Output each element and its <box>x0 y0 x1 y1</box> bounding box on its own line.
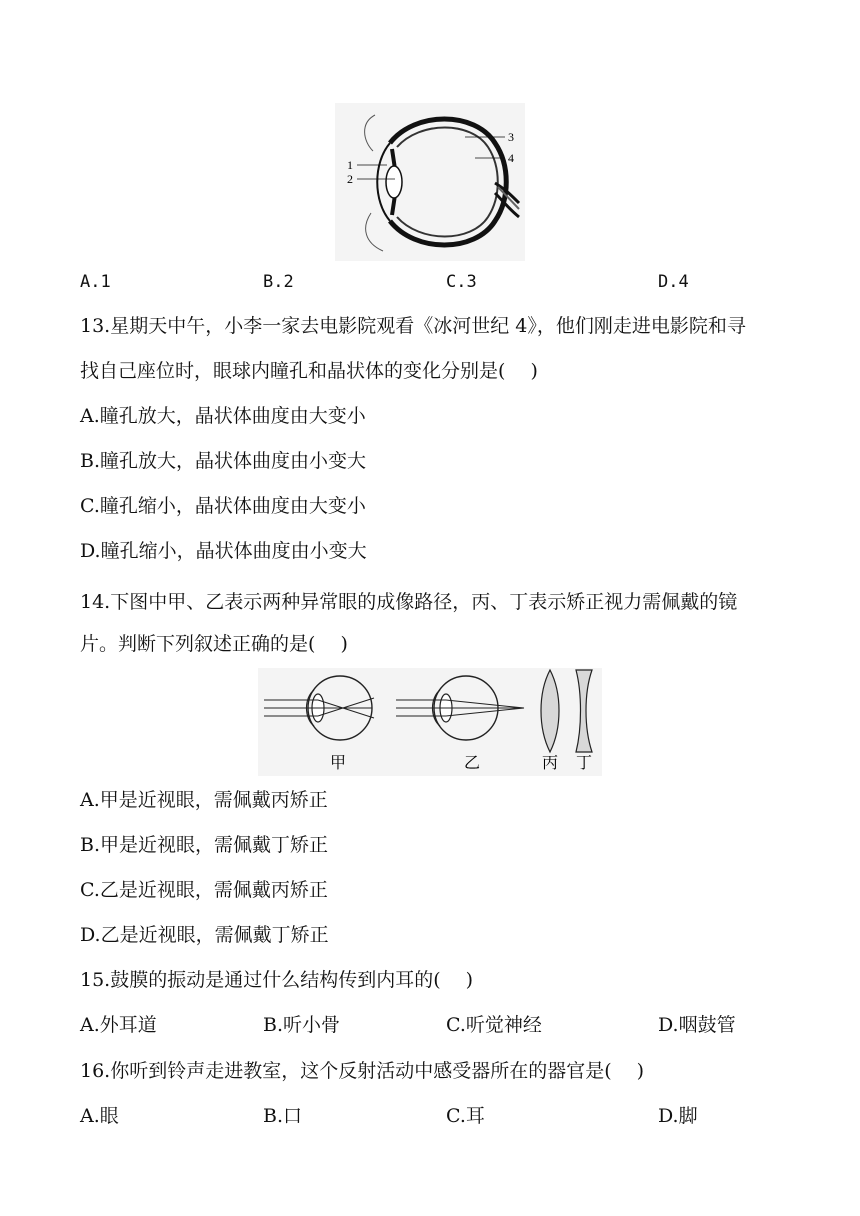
abnormal-eye-imaging-figure <box>258 668 602 776</box>
q13-option-b[interactable]: B.瞳孔放大，晶状体曲度由小变大 <box>80 450 367 472</box>
q16-option-a[interactable]: A.眼 <box>80 1105 119 1127</box>
q16-option-c[interactable]: C.耳 <box>446 1105 485 1127</box>
q13-option-d[interactable]: D.瞳孔缩小，晶状体曲度由小变大 <box>80 540 367 562</box>
q12-option-b[interactable]: B.2 <box>263 272 294 292</box>
q15-option-a[interactable]: A.外耳道 <box>80 1014 157 1036</box>
q14-option-c[interactable]: C.乙是近视眼，需佩戴丙矫正 <box>80 879 328 901</box>
eye-label-1: 1 <box>347 158 353 172</box>
q14-option-a[interactable]: A.甲是近视眼，需佩戴丙矫正 <box>80 789 328 811</box>
q12-option-a[interactable]: A.1 <box>80 272 111 292</box>
q13-stem-line1: 13.星期天中午，小李一家去电影院观看《冰河世纪 4》，他们刚走进电影院和寻 <box>80 315 746 337</box>
label-bing: 丙 <box>542 753 559 772</box>
eye-label-3: 3 <box>508 130 514 144</box>
q14-stem-line1: 14.下图中甲、乙表示两种异常眼的成像路径，丙、丁表示矫正视力需佩戴的镜 <box>80 591 738 613</box>
label-jia: 甲 <box>330 753 347 772</box>
label-yi: 乙 <box>464 753 481 772</box>
q13-stem-line2: 找自己座位时，眼球内瞳孔和晶状体的变化分别是( ) <box>80 360 538 382</box>
convex-lens-bing <box>541 670 559 772</box>
q15-option-c[interactable]: C.听觉神经 <box>446 1014 542 1036</box>
q12-option-c[interactable]: C.3 <box>446 272 477 292</box>
q14-stem-line2: 片。判断下列叙述正确的是( ) <box>80 633 348 655</box>
q16-option-d[interactable]: D.脚 <box>658 1105 698 1127</box>
eyeball-structure-figure <box>335 103 525 261</box>
label-ding: 丁 <box>576 753 593 772</box>
q16-option-b[interactable]: B.口 <box>263 1105 303 1127</box>
q15-option-b[interactable]: B.听小骨 <box>263 1014 341 1036</box>
q16-stem: 16.你听到铃声走进教室，这个反射活动中感受器所在的器官是( ) <box>80 1060 645 1082</box>
q15-option-d[interactable]: D.咽鼓管 <box>658 1014 736 1036</box>
q14-option-b[interactable]: B.甲是近视眼，需佩戴丁矫正 <box>80 834 329 856</box>
q12-option-d[interactable]: D.4 <box>658 272 689 292</box>
q13-option-a[interactable]: A.瞳孔放大，晶状体曲度由大变小 <box>80 405 366 427</box>
eye-label-2: 2 <box>347 172 353 186</box>
q15-stem: 15.鼓膜的振动是通过什么结构传到内耳的( ) <box>80 969 474 991</box>
q13-option-c[interactable]: C.瞳孔缩小，晶状体曲度由大变小 <box>80 495 366 517</box>
eye-label-4: 4 <box>508 151 514 165</box>
q14-option-d[interactable]: D.乙是近视眼，需佩戴丁矫正 <box>80 924 329 946</box>
